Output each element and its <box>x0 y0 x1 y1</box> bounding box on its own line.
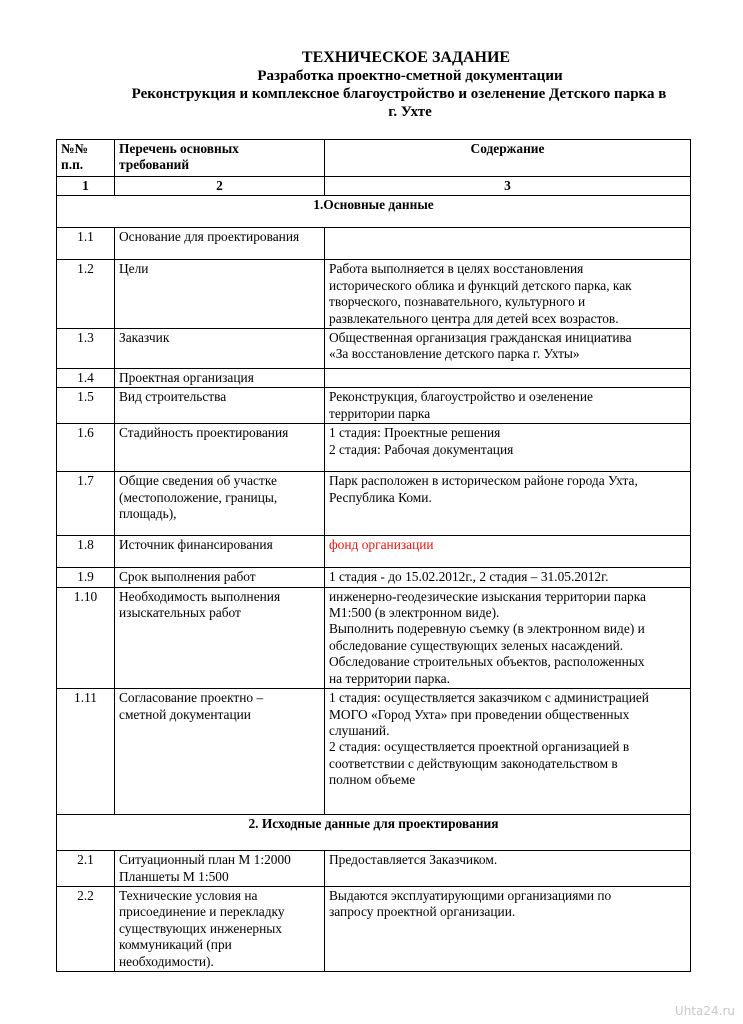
row-number: 1.2 <box>57 260 115 329</box>
row-number: 1.8 <box>57 536 115 568</box>
content-text: территории парка <box>329 405 431 421</box>
table-row <box>57 472 691 536</box>
row-number: 1.3 <box>57 329 115 369</box>
requirement-cell <box>115 587 325 688</box>
content-text: Обследование строительных объектов, расположенных <box>329 654 645 670</box>
content-cell <box>325 424 691 472</box>
requirements-table <box>56 139 691 972</box>
requirement-cell <box>115 369 325 388</box>
content-text: Республика Коми. <box>329 489 432 505</box>
content-cell <box>325 851 691 887</box>
requirement-text: Ситуационный план М 1:2000 <box>119 852 291 868</box>
content-cell <box>325 536 691 568</box>
requirement-text: площадь), <box>119 506 177 522</box>
requirement-text: Заказчик <box>119 330 170 346</box>
requirement-text: Согласование проектно – <box>119 690 264 706</box>
content-cell <box>325 568 691 587</box>
requirement-text: присоединение и перекладку <box>119 904 285 920</box>
content-text: М1:500 (в электронном виде). <box>329 605 500 621</box>
content-text: Общественная организация гражданская инициатива <box>329 330 632 346</box>
table-row <box>57 689 691 815</box>
section-row <box>57 815 691 851</box>
requirement-text: Источник финансирования <box>119 537 273 553</box>
table-row <box>57 568 691 587</box>
content-text: Выдаются эксплуатирующими организациями по <box>329 887 612 903</box>
requirement-text: Проектная организация <box>119 370 254 386</box>
content-text: фонд организации <box>329 537 434 553</box>
content-text: Парк расположен в историческом районе города Ухта, <box>329 473 638 489</box>
row-number: 2.2 <box>57 886 115 971</box>
row-number: 1.9 <box>57 568 115 587</box>
row-number: 1.6 <box>57 424 115 472</box>
row-number: 1.1 <box>57 228 115 260</box>
table-header-row <box>57 140 691 177</box>
requirement-text: Общие сведения об участке <box>119 473 277 489</box>
requirement-text: Стадийность проектирования <box>119 425 289 441</box>
requirement-cell <box>115 260 325 329</box>
section-title: 1.Основные данные <box>57 196 691 228</box>
requirement-cell <box>115 568 325 587</box>
table-row <box>57 388 691 424</box>
requirement-text: изыскательных работ <box>119 605 241 621</box>
header-requirements <box>115 140 325 177</box>
requirement-cell <box>115 424 325 472</box>
content-text: Работа выполняется в целях восстановления <box>329 261 584 277</box>
requirement-text: Планшеты М 1:500 <box>119 868 229 884</box>
content-text: развлекательного центра для детей всех возрастов. <box>329 310 619 326</box>
requirement-cell <box>115 329 325 369</box>
content-text: соответствии с действующим законодательством в <box>329 755 618 771</box>
header-num <box>57 140 115 177</box>
content-cell <box>325 472 691 536</box>
row-number: 1.7 <box>57 472 115 536</box>
requirement-text: коммуникаций (при <box>119 937 232 953</box>
table-row <box>57 228 691 260</box>
col-number-2: 2 <box>115 177 325 196</box>
requirement-text: Необходимость выполнения <box>119 588 281 604</box>
requirement-text: Основание для проектирования <box>119 229 300 245</box>
col-number-1: 1 <box>57 177 115 196</box>
header-num-line: п.п. <box>61 157 84 173</box>
content-cell <box>325 369 691 388</box>
section-title: 2. Исходные данные для проектирования <box>57 815 691 851</box>
content-text: запросу проектной организации. <box>329 904 516 920</box>
content-text: Предоставляется Заказчиком. <box>329 852 498 868</box>
header-num-line: №№ <box>61 141 88 156</box>
site-watermark: Uhta24.ru <box>674 1004 735 1018</box>
table-row <box>57 424 691 472</box>
content-text: МОГО «Город Ухта» при проведении общественных <box>329 706 630 722</box>
requirement-text: Цели <box>119 261 149 277</box>
content-text: Реконструкция, благоустройство и озеленение <box>329 389 593 405</box>
document-title-block <box>60 48 743 121</box>
requirement-text: Срок выполнения работ <box>119 569 256 585</box>
content-cell <box>325 689 691 815</box>
project-name-line2: г. Ухте <box>388 104 432 120</box>
section-row <box>57 196 691 228</box>
requirement-text: необходимости). <box>119 953 214 969</box>
content-cell <box>325 228 691 260</box>
table-row <box>57 886 691 971</box>
table-row <box>57 329 691 369</box>
header-req-line: Перечень основных <box>119 141 239 156</box>
header-req-line: требований <box>119 157 190 173</box>
requirement-text: Вид строительства <box>119 389 227 405</box>
content-text: 2 стадия: Рабочая документация <box>329 441 514 457</box>
content-text: 1 стадия - до 15.02.2012г., 2 стадия – 31.05.2012г. <box>329 569 609 585</box>
content-text: исторического облика и функций детского парка, как <box>329 277 632 293</box>
content-cell <box>325 587 691 688</box>
content-text: 2 стадия: осуществляется проектной организацией в <box>329 739 630 755</box>
requirement-text: сметной документации <box>119 706 251 722</box>
document-subtitle: Разработка проектно-сметной документации <box>257 68 563 84</box>
requirement-cell <box>115 886 325 971</box>
requirement-text: (местоположение, границы, <box>119 489 278 505</box>
requirement-cell <box>115 536 325 568</box>
table-row <box>57 260 691 329</box>
requirement-text: существующих инженерных <box>119 920 282 936</box>
table-row <box>57 369 691 388</box>
content-cell <box>325 388 691 424</box>
row-number: 1.4 <box>57 369 115 388</box>
requirement-text: Технические условия на <box>119 887 258 903</box>
content-cell <box>325 329 691 369</box>
table-row <box>57 587 691 688</box>
requirement-cell <box>115 228 325 260</box>
requirement-cell <box>115 851 325 887</box>
requirement-cell <box>115 472 325 536</box>
project-name-line1: Реконструкция и комплексное благоустройство и озеленение Детского парка в <box>131 86 667 102</box>
content-text: Выполнить подеревную съемку (в электронном виде) и <box>329 621 645 637</box>
content-text: обследование существующих зеленых насаждений. <box>329 637 624 653</box>
content-text: 1 стадия: осуществляется заказчиком с администрацией <box>329 690 649 706</box>
row-number: 2.1 <box>57 851 115 887</box>
content-text: на территории парка. <box>329 670 450 686</box>
row-number: 1.5 <box>57 388 115 424</box>
content-cell <box>325 260 691 329</box>
content-text: 1 стадия: Проектные решения <box>329 425 501 441</box>
row-number: 1.11 <box>57 689 115 815</box>
content-text: инженерно-геодезические изыскания территории парка <box>329 588 646 604</box>
content-text: полном объеме <box>329 772 416 788</box>
content-cell <box>325 886 691 971</box>
table-row <box>57 536 691 568</box>
content-text: «За восстановление детского парка г. Ухты» <box>329 346 580 362</box>
table-row <box>57 851 691 887</box>
content-text: творческого, познавательного, культурного и <box>329 294 586 310</box>
content-text: слушаний. <box>329 722 390 738</box>
requirement-cell <box>115 689 325 815</box>
column-number-row <box>57 177 691 196</box>
document-title: ТЕХНИЧЕСКОЕ ЗАДАНИЕ <box>301 49 511 66</box>
header-content: Содержание <box>325 140 691 177</box>
col-number-3: 3 <box>325 177 691 196</box>
requirement-cell <box>115 388 325 424</box>
row-number: 1.10 <box>57 587 115 688</box>
